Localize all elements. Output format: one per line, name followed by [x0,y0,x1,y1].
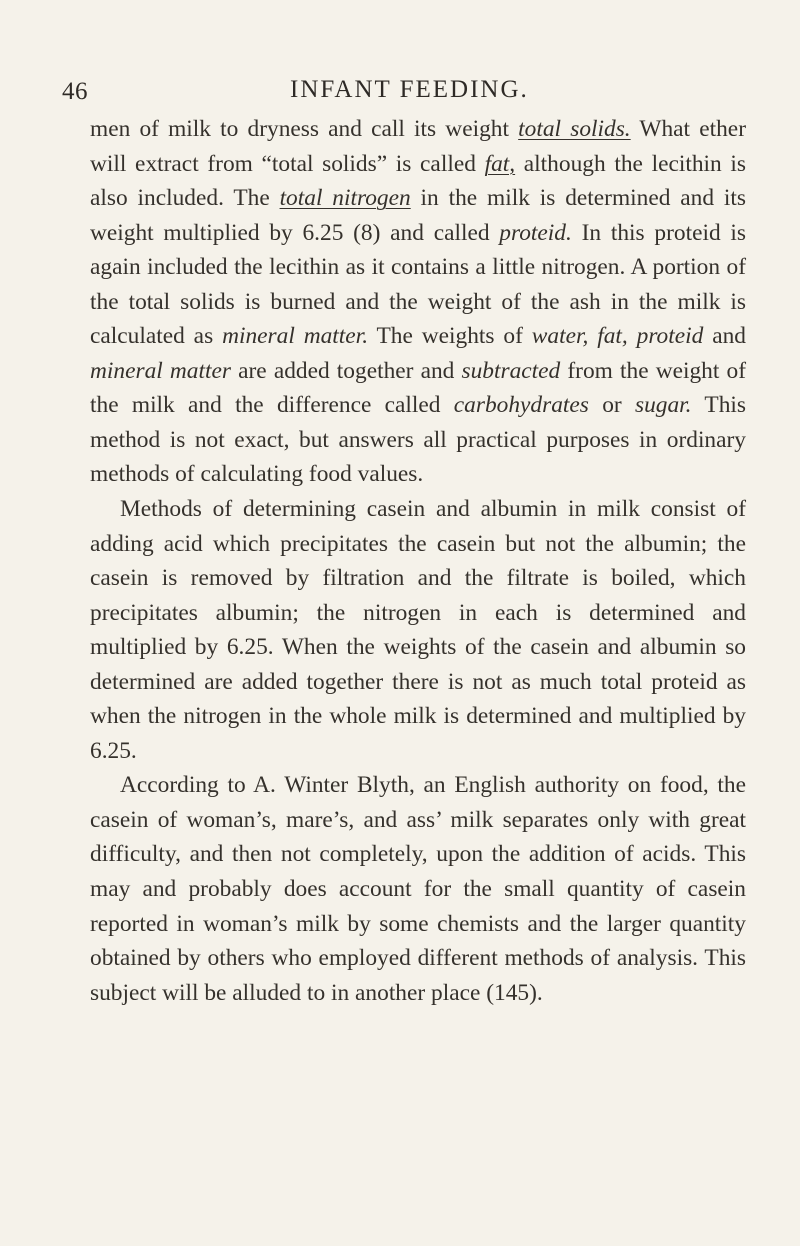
text-run: This method is not exact, but answers all practical purposes in ordinary methods of calculating food values. [90,392,746,488]
emphasis-proteid: proteid. [499,219,572,246]
text-run: and [703,323,746,350]
emphasis-mineral-matter: mineral matter. [222,323,369,350]
paragraph-2 [90,492,746,768]
emphasis-total-solids: total solids. [518,116,631,142]
emphasis-water-fat-proteid: water, fat, proteid [531,323,704,350]
text-run: Methods of determining casein and albumin in milk consist of adding acid which precipitates the casein but not the albumin; the casein is removed by filtration and the filtrate is boiled, which precipitates albumin; the nitrogen in each is determined and multiplied by 6.25. When the weights of the casein and albumin so determined are added together there is not as much total proteid as when the nitrogen in the whole milk is determined and multiplied by 6.25. [90,496,746,764]
text-run: men of milk to dryness and call its weight [90,116,519,142]
text-run: The weights of [368,323,532,350]
paragraph-1 [90,112,746,492]
body-text [90,112,746,1010]
text-run: are added together and [230,357,462,384]
page-header [62,72,746,112]
text-run: although the lecithin is also included. The [90,150,746,212]
text-run: or [588,392,635,419]
text-run: from the weight of the milk and the difference called [90,357,746,419]
running-head: INFANT FEEDING. [290,76,529,103]
text-run: According to A. Winter Blyth, an English authority on food, the casein of woman’s, mare’s, and ass’ milk separates only with great difficulty, and then not completely, upon the addition of acids. This may and probably does account for the small quantity of casein reported in woman’s milk by some chemists and the larger quantity obtained by others who employed different methods of analysis. This subject will be alluded to in another place (145). [90,772,746,1006]
text-run: in the milk is determined and its weight multiplied by 6.25 (8) and called [90,185,746,246]
book-page [62,72,746,1010]
emphasis-fat: fat, [484,150,516,177]
emphasis-subtracted: subtracted [461,357,561,384]
emphasis-mineral-matter-2: mineral matter [90,357,231,384]
emphasis-total-nitrogen: total nitrogen [279,185,411,212]
page-number: 46 [62,78,88,105]
emphasis-sugar: sugar. [634,392,692,419]
emphasis-carbohydrates: carbohydrates [453,392,589,419]
paragraph-3 [90,768,746,1010]
text-run: In this proteid is again included the lecithin as it contains a little nitrogen. A portion of the total solids is burned and the weight of the ash in the milk is calculated as [90,219,746,350]
text-run: What ether will extract from “total solids” is called [90,116,746,177]
